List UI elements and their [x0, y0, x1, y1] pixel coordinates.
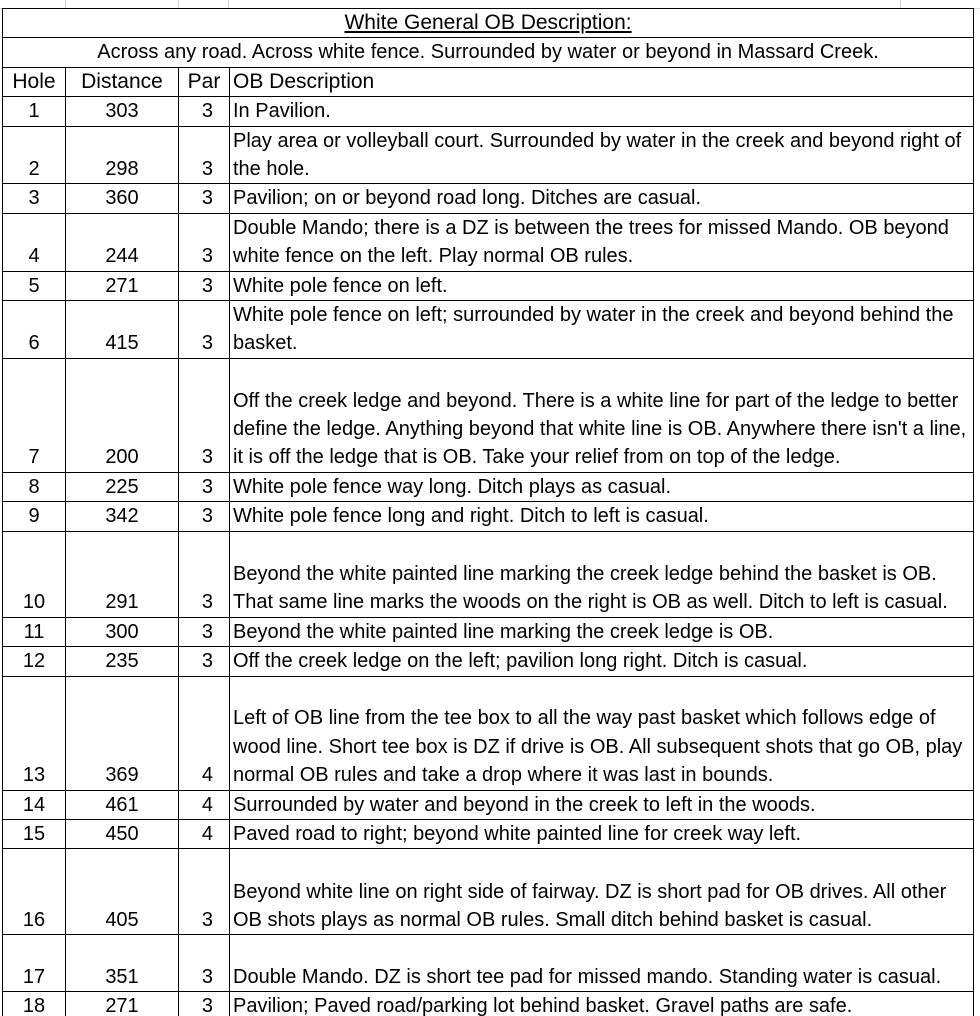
- ob-description-cell[interactable]: Surrounded by water and beyond in the creek to left in the woods.: [230, 790, 974, 819]
- ob-description-cell[interactable]: Off the creek ledge and beyond. There is a white line for part of the ledge to better define the ledge. Anything beyond that white line is OB. Anywhere there isn't a line, it is off the ledge that is OB. Take your relief from on top of the ledge.: [230, 358, 974, 472]
- table-row: [3, 301, 974, 359]
- table-row: [3, 502, 974, 531]
- table-row: [3, 992, 974, 1016]
- table-row: [3, 213, 974, 271]
- table-row: [3, 531, 974, 617]
- ob-description-cell[interactable]: Off the creek ledge on the left; pavilion long right. Ditch is casual.: [230, 647, 974, 676]
- distance-cell[interactable]: 415: [66, 301, 179, 359]
- hole-cell[interactable]: 2: [3, 126, 66, 184]
- distance-cell[interactable]: 271: [66, 271, 179, 300]
- table-row: [3, 97, 974, 126]
- distance-cell[interactable]: 303: [66, 97, 179, 126]
- hole-cell[interactable]: 11: [3, 617, 66, 646]
- par-cell[interactable]: 3: [179, 184, 230, 213]
- ob-description-cell[interactable]: Paved road to right; beyond white painted line for creek way left.: [230, 819, 974, 848]
- par-cell[interactable]: 3: [179, 271, 230, 300]
- table-row: [3, 358, 974, 472]
- distance-cell[interactable]: 244: [66, 213, 179, 271]
- table-row: [3, 676, 974, 790]
- par-cell[interactable]: 3: [179, 992, 230, 1016]
- table-row: [3, 849, 974, 935]
- header-par[interactable]: Par: [179, 67, 230, 96]
- distance-cell[interactable]: 369: [66, 676, 179, 790]
- hole-cell[interactable]: 12: [3, 647, 66, 676]
- ob-description-cell[interactable]: Beyond the white painted line marking the creek ledge is OB.: [230, 617, 974, 646]
- header-hole[interactable]: Hole: [3, 67, 66, 96]
- par-cell[interactable]: 3: [179, 472, 230, 501]
- hole-cell[interactable]: 6: [3, 301, 66, 359]
- hole-cell[interactable]: 13: [3, 676, 66, 790]
- par-cell[interactable]: 3: [179, 213, 230, 271]
- par-cell[interactable]: 3: [179, 358, 230, 472]
- par-cell[interactable]: 3: [179, 617, 230, 646]
- header-distance[interactable]: Distance: [66, 67, 179, 96]
- table-row: [3, 184, 974, 213]
- hole-cell[interactable]: 4: [3, 213, 66, 271]
- par-cell[interactable]: 3: [179, 647, 230, 676]
- table-row: [3, 935, 974, 992]
- ob-description-cell[interactable]: Double Mando; there is a DZ is between the trees for missed Mando. OB beyond white fence on the left. Play normal OB rules.: [230, 213, 974, 271]
- ob-description-cell[interactable]: Double Mando. DZ is short tee pad for missed mando. Standing water is casual.: [230, 935, 974, 992]
- distance-cell[interactable]: 291: [66, 531, 179, 617]
- subtitle-row: [3, 38, 974, 67]
- distance-cell[interactable]: 271: [66, 992, 179, 1016]
- ob-description-cell[interactable]: Left of OB line from the tee box to all the way past basket which follows edge of wood line. Short tee box is DZ if drive is OB. All subsequent shots that go OB, play normal OB rules and take a drop where it was last in bounds.: [230, 676, 974, 790]
- ob-description-cell[interactable]: Beyond the white painted line marking the creek ledge behind the basket is OB. That same line marks the woods on the right is OB as well. Ditch to left is casual.: [230, 531, 974, 617]
- table-row: [3, 790, 974, 819]
- ob-description-cell[interactable]: White pole fence on left; surrounded by water in the creek and beyond behind the basket.: [230, 301, 974, 359]
- hole-cell[interactable]: 7: [3, 358, 66, 472]
- distance-cell[interactable]: 200: [66, 358, 179, 472]
- ob-description-cell[interactable]: In Pavilion.: [230, 97, 974, 126]
- par-cell[interactable]: 3: [179, 531, 230, 617]
- hole-cell[interactable]: 16: [3, 849, 66, 935]
- table-row: [3, 617, 974, 646]
- distance-cell[interactable]: 405: [66, 849, 179, 935]
- distance-cell[interactable]: 360: [66, 184, 179, 213]
- hole-cell[interactable]: 10: [3, 531, 66, 617]
- ob-description-cell[interactable]: White pole fence on left.: [230, 271, 974, 300]
- par-cell[interactable]: 4: [179, 819, 230, 848]
- table-row: [3, 819, 974, 848]
- table-row: [3, 271, 974, 300]
- distance-cell[interactable]: 450: [66, 819, 179, 848]
- ob-description-cell[interactable]: Play area or volleyball court. Surrounded by water in the creek and beyond right of the hole.: [230, 126, 974, 184]
- sheet-title: White General OB Description:: [344, 11, 632, 34]
- par-cell[interactable]: 3: [179, 97, 230, 126]
- distance-cell[interactable]: 351: [66, 935, 179, 992]
- hole-cell[interactable]: 5: [3, 271, 66, 300]
- ob-description-cell[interactable]: Beyond white line on right side of fairway. DZ is short pad for OB drives. All other OB shots plays as normal OB rules. Small ditch behind basket is casual.: [230, 849, 974, 935]
- ob-description-cell[interactable]: Pavilion; on or beyond road long. Ditches are casual.: [230, 184, 974, 213]
- table-row: [3, 647, 974, 676]
- header-ob-description[interactable]: OB Description: [230, 67, 974, 96]
- hole-cell[interactable]: 17: [3, 935, 66, 992]
- header-row: [3, 67, 974, 96]
- table-row: [3, 472, 974, 501]
- par-cell[interactable]: 3: [179, 935, 230, 992]
- ob-description-cell[interactable]: White pole fence long and right. Ditch to left is casual.: [230, 502, 974, 531]
- distance-cell[interactable]: 235: [66, 647, 179, 676]
- hole-cell[interactable]: 15: [3, 819, 66, 848]
- ob-description-cell[interactable]: White pole fence way long. Ditch plays as casual.: [230, 472, 974, 501]
- hole-cell[interactable]: 8: [3, 472, 66, 501]
- par-cell[interactable]: 4: [179, 676, 230, 790]
- distance-cell[interactable]: 300: [66, 617, 179, 646]
- table-row: [3, 126, 974, 184]
- par-cell[interactable]: 3: [179, 301, 230, 359]
- par-cell[interactable]: 3: [179, 502, 230, 531]
- par-cell[interactable]: 3: [179, 849, 230, 935]
- ob-description-table: [2, 8, 974, 1016]
- distance-cell[interactable]: 342: [66, 502, 179, 531]
- distance-cell[interactable]: 461: [66, 790, 179, 819]
- general-ob-description[interactable]: Across any road. Across white fence. Surrounded by water or beyond in Massard Creek.: [3, 38, 974, 67]
- hole-cell[interactable]: 9: [3, 502, 66, 531]
- title-cell[interactable]: [3, 9, 974, 38]
- distance-cell[interactable]: 298: [66, 126, 179, 184]
- ob-description-cell[interactable]: Pavilion; Paved road/parking lot behind basket. Gravel paths are safe.: [230, 992, 974, 1016]
- hole-cell[interactable]: 1: [3, 97, 66, 126]
- par-cell[interactable]: 4: [179, 790, 230, 819]
- distance-cell[interactable]: 225: [66, 472, 179, 501]
- title-row: [3, 9, 974, 38]
- hole-cell[interactable]: 18: [3, 992, 66, 1016]
- hole-cell[interactable]: 14: [3, 790, 66, 819]
- par-cell[interactable]: 3: [179, 126, 230, 184]
- hole-cell[interactable]: 3: [3, 184, 66, 213]
